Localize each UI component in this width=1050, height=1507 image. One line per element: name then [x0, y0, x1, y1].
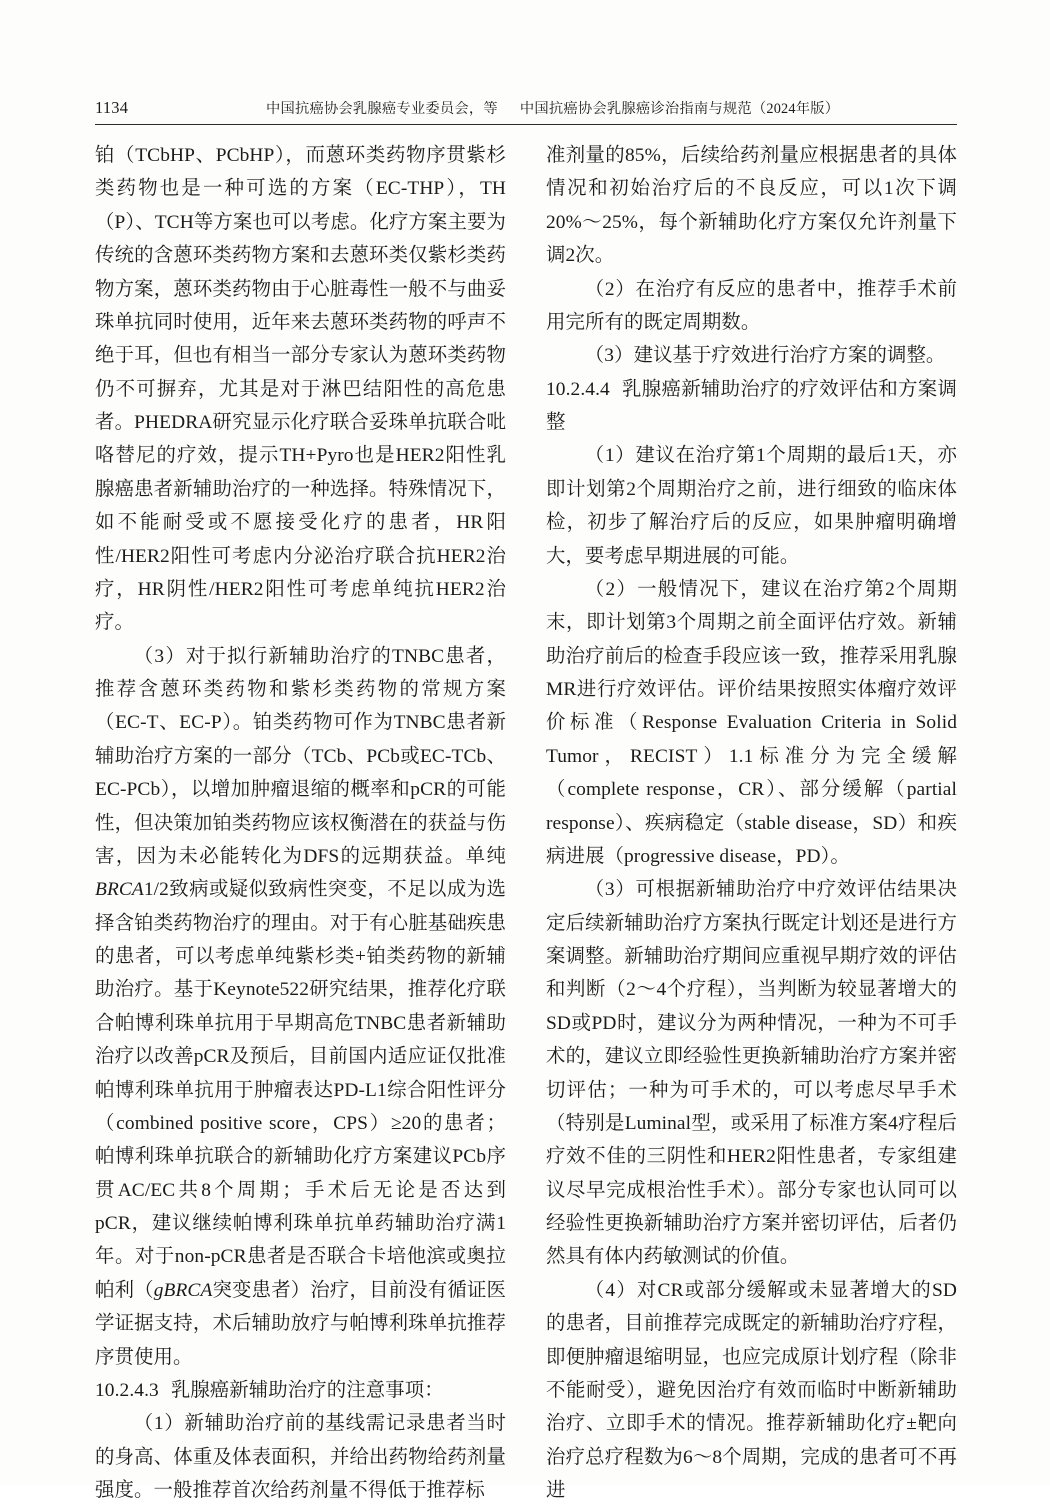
running-head-right-text: 中国抗癌协会乳腺癌诊治指南与规范（2024年版） — [519, 101, 840, 117]
section-number: 10.2.4.3 — [95, 1379, 159, 1401]
paragraph-item-3-part2: 1/2致病或疑似致病性突变，不足以成为选择含铂类药物治疗的理由。对于有心脏基础疾患的患者，可以考虑单纯紫杉类+铂类药物的新辅助治疗。基于Keynote522研究结果，推荐化疗联合帕博利珠单抗用于早期高危TNBC患者新辅助治疗以改善pCR及预后，目前国内适应证仅批准帕博利珠单抗用于肿瘤表达PD-L1综合阳性评分（combined positive score，CPS）≥20的患者；帕博利珠单抗联合的新辅助化疗方案建议PCb序贯AC/EC共8个周期；手术后无论是否达到pCR，建议继续帕博利珠单抗单药辅助治疗满1年。对于non-pCR患者是否联合卡培他滨或奥拉帕利（ — [95, 879, 506, 1301]
page-number: 1134 — [95, 98, 129, 117]
section-heading-10-2-4-4 — [546, 373, 957, 440]
paragraph-assess-3: （3）可根据新辅助治疗中疗效评估结果决定后续新辅助治疗方案执行既定计划还是进行方案调整。新辅助治疗期间应重视早期疗效的评估和判断（2～4个疗程），当判断为较显著增大的SD或PD时，建议分为两种情况，一种为不可手术的，建议立即经验性更换新辅助治疗方案并密切评估；一种为可手术的，可以考虑尽早手术（特别是Luminal型，或采用了标准方案4疗程后疗效不佳的三阴性和HER2阳性患者，专家组建议尽早完成根治性手术）。部分专家也认同可以经验性更换新辅助治疗方案并密切评估，后者仍然具有体内药敏测试的价值。 — [546, 879, 957, 1268]
running-head-center — [148, 98, 957, 118]
gene-name-brca: BRCA — [95, 879, 144, 901]
paragraph-note-3: （3）建议基于疗效进行治疗方案的调整。 — [584, 345, 946, 367]
paragraph-assess-1: （1）建议在治疗第1个周期的最后1天，亦即计划第2个周期治疗之前，进行细致的临床体检，初步了解治疗后的反应，如果肿瘤明确增大，要考虑早期进展的可能。 — [546, 445, 957, 567]
running-head-left-text: 中国抗癌协会乳腺癌专业委员会，等 — [265, 101, 498, 117]
section-heading-10-2-4-3 — [95, 1374, 506, 1407]
page-content-area — [95, 98, 957, 1507]
section-number: 10.2.4.4 — [546, 378, 610, 400]
paragraph-note-1: （1）新辅助治疗前的基线需记录患者当时的身高、体重及体表面积，并给出药物给药剂量强度。一般推荐首次给药剂量不得低于推荐标 — [95, 1413, 506, 1501]
gene-name-gbrca: gBRCA — [153, 1279, 213, 1301]
left-column — [95, 139, 506, 1507]
right-column — [546, 139, 957, 1507]
two-column-body — [95, 139, 957, 1507]
paragraph-item-3-part3: 突变患者）治疗，目前没有循证医学证据支持，术后辅助放疗与帕博利珠单抗推荐序贯使用。 — [95, 1279, 507, 1368]
paragraph-item-3 — [95, 640, 506, 1374]
paragraph-continued: 铂（TCbHP、PCbHP），而蒽环类药物序贯紫杉类药物也是一种可选的方案（EC-THP），TH（P）、TCH等方案也可以考虑。化疗方案主要为传统的含蒽环类药物方案和去蒽环类仅紫杉类药物方案，蒽环类药物由于心脏毒性一般不与曲妥珠单抗同时使用，近年来去蒽环类药物的呼声不绝于耳，但也有相当一部分专家认为蒽环类药物仍不可摒弃，尤其是对于淋巴结阳性的高危患者。PHEDRA研究显示化疗联合妥珠单抗联合吡咯替尼的疗效，提示TH+Pyro也是HER2阳性乳腺癌患者新辅助治疗的一种选择。特殊情况下，如不能耐受或不愿接受化疗的患者，HR阳性/HER2阳性可考虑内分泌治疗联合抗HER2治疗，HR阴性/HER2阳性可考虑单纯抗HER2治疗。 — [95, 145, 506, 634]
paragraph-note-2: （2）在治疗有反应的患者中，推荐手术前用完所有的既定周期数。 — [546, 278, 957, 333]
paragraph-assess-4: （4）对CR或部分缓解或未显著增大的SD的患者，目前推荐完成既定的新辅助治疗疗程，即便肿瘤退缩明显，也应完成原计划疗程（除非不能耐受），避免因治疗有效而临时中断新辅助治疗、立即手术的情况。推荐新辅助化疗±靶向治疗总疗程数为6～8个周期，完成的患者可不再进 — [546, 1279, 957, 1501]
paragraph-assess-2: （2）一般情况下，建议在治疗第2个周期末，即计划第3个周期之前全面评估疗效。新辅助治疗前后的检查手段应该一致，推荐采用乳腺MR进行疗效评估。评价结果按照实体瘤疗效评价标准（Response Evaluation Criteria in Solid Tumor，RECIST）1.1标准分为完全缓解（complete response，CR）、部分缓解（partial response）、疾病稳定（stable disease，SD）和疾病进展（progressive disease，PD）。 — [546, 578, 957, 867]
paragraph-item-3-part1: （3）对于拟行新辅助治疗的TNBC患者，推荐含蒽环类药物和紫杉类药物的常规方案（EC-T、EC-P）。铂类药物可作为TNBC患者新辅助治疗方案的一部分（TCb、PCb或EC-TCb、EC-PCb），以增加肿瘤退缩的概率和pCR的可能性，但决策加铂类药物应该权衡潜在的获益与伤害，因为未必能转化为DFS的远期获益。单纯 — [95, 645, 506, 867]
section-title: 乳腺癌新辅助治疗的疗效评估和方案调整 — [546, 378, 957, 433]
running-head — [95, 98, 957, 125]
paragraph-note-1-continued: 准剂量的85%，后续给药剂量应根据患者的具体情况和初始治疗后的不良反应，可以1次下调20%～25%，每个新辅助化疗方案仅允许剂量下调2次。 — [546, 145, 957, 267]
section-title: 乳腺癌新辅助治疗的注意事项： — [170, 1379, 444, 1401]
